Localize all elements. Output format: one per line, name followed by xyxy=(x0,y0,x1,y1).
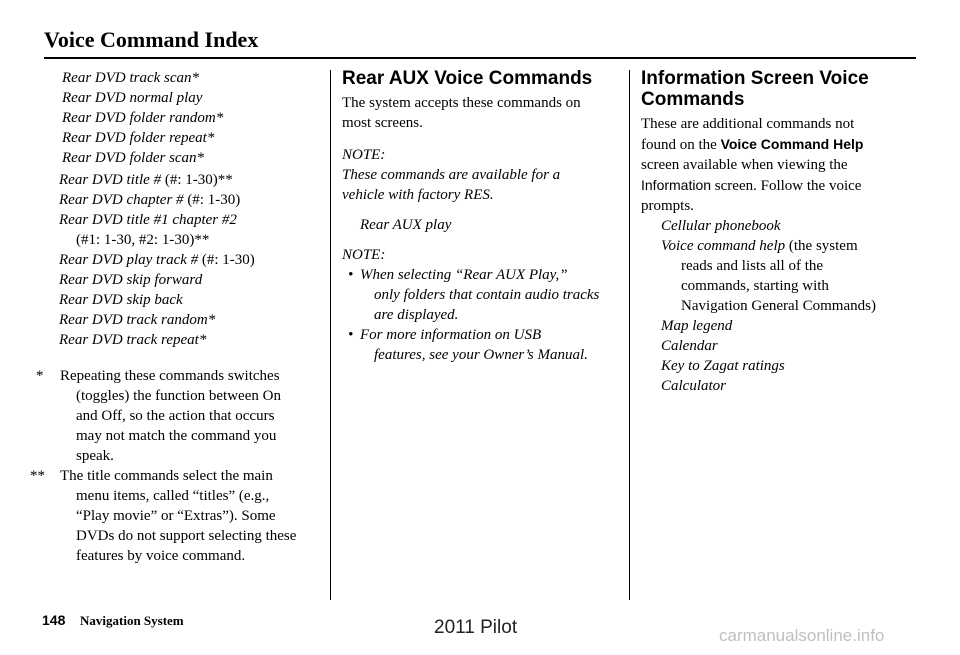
footnote-line: and Off, so the action that occurs xyxy=(76,408,275,424)
column-divider-1 xyxy=(330,70,331,600)
list-item xyxy=(59,250,312,270)
page-number: 148 xyxy=(42,612,66,628)
command-note: (the system xyxy=(785,238,858,254)
list-item: Cellular phonebook xyxy=(661,218,781,234)
title-rule xyxy=(44,57,916,59)
list-item xyxy=(59,190,312,210)
list-item: Rear DVD normal play xyxy=(62,90,203,106)
bullet-item xyxy=(342,265,622,325)
command-note: reads and lists all of the xyxy=(681,258,824,274)
text-line xyxy=(641,175,921,196)
footnote xyxy=(30,466,312,566)
list-item: Calculator xyxy=(661,378,727,394)
text-line: vehicle with factory RES. xyxy=(342,187,494,203)
text-line: The system accepts these commands on xyxy=(342,95,581,111)
page-title: Voice Command Index xyxy=(44,27,259,52)
footnote-line: may not match the command you xyxy=(76,428,277,444)
list-item: Rear DVD folder random* xyxy=(62,110,224,126)
footnote-line: “Play movie” or “Extras”). Some xyxy=(76,508,276,524)
command-text: Rear DVD chapter # xyxy=(59,192,184,208)
list-item: Rear DVD skip back xyxy=(59,292,183,308)
footnote-text xyxy=(60,366,312,466)
footnote-line: (toggles) the function between On xyxy=(76,388,281,404)
command-list xyxy=(641,216,921,396)
text-line: prompts. xyxy=(641,198,694,214)
command-note: (#1: 1-30, #2: 1-30)** xyxy=(76,232,210,248)
text-line: screen available when viewing the xyxy=(641,157,848,173)
text-line: These commands are available for a xyxy=(342,167,561,183)
text-line: most screens. xyxy=(342,115,423,131)
text-line: For more information on USB xyxy=(360,327,542,343)
text-span: found on the xyxy=(641,137,721,153)
note-label: NOTE: xyxy=(342,247,386,263)
list-item: Rear DVD track random* xyxy=(59,312,216,328)
text-line: are displayed. xyxy=(374,307,459,323)
footnote-line: The title commands select the main xyxy=(60,468,273,484)
note-label: NOTE: xyxy=(342,147,386,163)
command-list-b xyxy=(30,170,312,350)
list-item xyxy=(661,236,921,256)
footnote-mark: * xyxy=(36,368,44,384)
list-item: Rear DVD title #1 chapter #2 xyxy=(59,212,237,228)
section-heading xyxy=(641,68,921,110)
bullet-icon: • xyxy=(348,267,354,283)
footnotes xyxy=(30,366,312,566)
command-text: Voice command help xyxy=(661,238,786,254)
column-middle xyxy=(342,68,622,365)
command-note: Navigation General Commands) xyxy=(681,298,876,314)
column-right xyxy=(641,68,921,396)
model-watermark: 2011 Pilot xyxy=(434,617,518,638)
heading-line: Commands xyxy=(641,89,745,110)
text-span: screen. Follow the voice xyxy=(711,178,862,194)
list-item: Map legend xyxy=(661,318,733,334)
text-line: features, see your Owner’s Manual. xyxy=(374,347,588,363)
footnote xyxy=(30,366,312,466)
column-divider-2 xyxy=(629,70,630,600)
screen-name: Voice Command Help xyxy=(720,136,864,152)
command-list-a xyxy=(30,68,312,168)
footnote-text xyxy=(60,466,312,566)
heading-line: Information Screen Voice xyxy=(641,68,869,89)
site-watermark[interactable]: carmanualsonline.info xyxy=(719,626,885,645)
command-note: commands, starting with xyxy=(681,278,829,294)
note-text xyxy=(342,165,622,205)
text-line: When selecting “Rear AUX Play,” xyxy=(360,267,568,283)
footnote-line: menu items, called “titles” (e.g., xyxy=(76,488,270,504)
text-line: only folders that contain audio tracks xyxy=(374,287,600,303)
bullet-item xyxy=(342,325,622,365)
command-text: Rear DVD title # xyxy=(59,172,162,188)
command-note: (#: 1-30) xyxy=(198,252,255,268)
screen-name: Information xyxy=(641,177,712,193)
intro-text xyxy=(641,114,921,216)
text-line: These are additional commands not xyxy=(641,116,855,132)
footer-label: Navigation System xyxy=(80,613,184,628)
list-item: Rear DVD track scan* xyxy=(62,70,200,86)
bullet-icon: • xyxy=(348,327,354,343)
bullet-text xyxy=(360,325,588,365)
list-item xyxy=(59,170,312,190)
footnote-line: DVDs do not support selecting these xyxy=(76,528,297,544)
command-text: Rear DVD play track # xyxy=(59,252,199,268)
command-text: Rear AUX play xyxy=(360,217,452,233)
list-item: Rear DVD folder repeat* xyxy=(62,130,215,146)
list-item: Rear DVD folder scan* xyxy=(62,150,205,166)
text-line xyxy=(641,134,921,155)
footnote-line: features by voice command. xyxy=(76,548,246,564)
column-left xyxy=(30,68,312,566)
list-item: Rear DVD track repeat* xyxy=(59,332,207,348)
footnote-mark: ** xyxy=(30,468,45,484)
command-note: (#: 1-30)** xyxy=(161,172,233,188)
intro-text xyxy=(342,93,622,133)
list-item: Calendar xyxy=(661,338,718,354)
bullet-text xyxy=(360,265,599,325)
footnote-line: speak. xyxy=(76,448,114,464)
footnote-line: Repeating these commands switches xyxy=(60,368,280,384)
section-heading: Rear AUX Voice Commands xyxy=(342,68,593,89)
list-item: Key to Zagat ratings xyxy=(661,358,785,374)
list-item: Rear DVD skip forward xyxy=(59,272,203,288)
command-note: (#: 1-30) xyxy=(183,192,241,208)
